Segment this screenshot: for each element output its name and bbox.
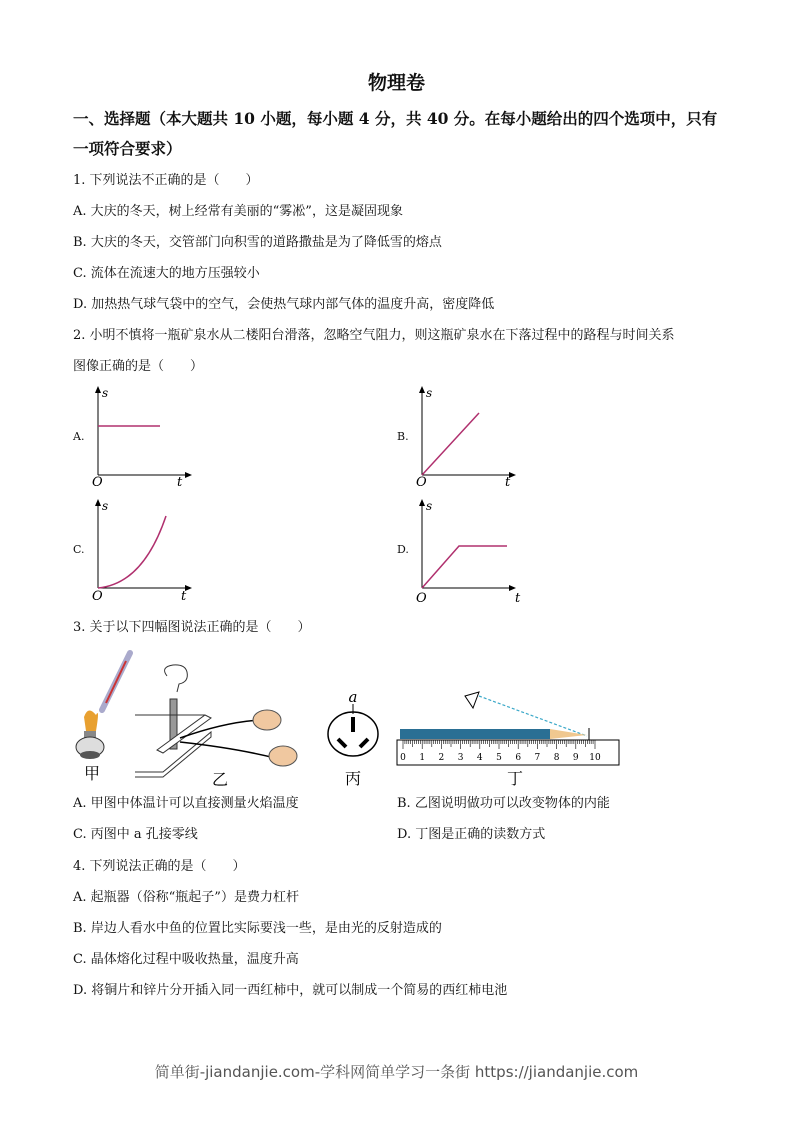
graph-d: [412, 496, 522, 604]
axis-s-label: s: [102, 499, 109, 513]
origin-label: O: [92, 475, 103, 488]
origin-label: O: [92, 589, 103, 604]
axis-s-label: s: [426, 499, 433, 513]
q3-option-a: A. 甲图中体温计可以直接测量火焰温度: [73, 796, 299, 811]
q3-option-c: C. 丙图中 a 孔接零线: [73, 827, 198, 842]
graph-c-label: C.: [73, 543, 85, 556]
q3-figure-ding-ruler: [395, 684, 625, 788]
ruler-number: 9: [572, 753, 579, 763]
section-heading-line1: 一、选择题（本大题共 10 小题，每小题 4 分，共 40 分。在每小题给出的四个选项中，只有: [73, 109, 718, 128]
fig-label-2: 丙: [344, 769, 362, 788]
ruler-number: 2: [438, 753, 445, 763]
axis-t-label: t: [505, 475, 511, 488]
q3-figure-yi: [135, 662, 310, 787]
q4-option-d: D. 将铜片和锌片分开插入同一西红柿中，就可以制成一个简易的西红柿电池: [73, 983, 508, 998]
fig-label-1: 乙: [211, 770, 229, 787]
q3-option-d: D. 丁图是正确的读数方式: [397, 827, 546, 842]
q1-option-c: C. 流体在流速大的地方压强较小: [73, 266, 260, 281]
ruler-number: 7: [534, 753, 541, 763]
q4-option-c: C. 晶体熔化过程中吸收热量，温度升高: [73, 952, 299, 967]
ruler-number: 8: [553, 753, 560, 763]
q3-figure-jia: [66, 645, 136, 785]
q3-option-b: B. 乙图说明做功可以改变物体的内能: [397, 796, 610, 811]
q2-stem-line1: 2. 小明不慎将一瓶矿泉水从二楼阳台滑落，忽略空气阻力，则这瓶矿泉水在下落过程中的路程与时间关系: [73, 328, 675, 343]
q4-stem: 4. 下列说法正确的是（ ）: [73, 859, 246, 874]
q4-option-a: A. 起瓶器（俗称“瓶起子”）是费力杠杆: [73, 890, 299, 905]
axis-t-label: t: [181, 589, 187, 604]
ruler-number: 6: [515, 753, 522, 763]
q2-stem-line2: 图像正确的是（ ）: [73, 359, 204, 374]
origin-label: O: [416, 475, 427, 488]
s-t-curve: [98, 516, 166, 588]
graph-a-label: A.: [73, 430, 85, 443]
axis-t-label: t: [515, 591, 521, 604]
section-heading-line2: 一项符合要求）: [73, 139, 182, 158]
ruler-number: 1: [419, 753, 426, 763]
ruler-number: 3: [457, 753, 464, 763]
socket-hole-label: a: [348, 688, 358, 706]
fig-label-0: 甲: [83, 764, 101, 783]
fig-label-3: 丁: [506, 769, 524, 788]
graph-d-label: D.: [397, 543, 409, 556]
q1-stem: 1. 下列说法不正确的是（ ）: [73, 173, 259, 188]
ruler-number: 0: [400, 753, 406, 763]
ruler-number: 5: [496, 753, 502, 763]
q1-option-d: D. 加热热气球气袋中的空气，会使热气球内部气体的温度升高，密度降低: [73, 297, 495, 312]
footer-watermark[interactable]: 简单街-jiandanjie.com-学科网简单学习一条街 https://jiandanjie.com: [154, 1063, 639, 1081]
q3-figure-bing-socket: [320, 684, 390, 788]
ruler-number: 4: [476, 753, 483, 763]
graph-c: [88, 496, 198, 604]
graph-a: [88, 383, 198, 488]
graph-b-label: B.: [397, 430, 409, 443]
s-t-curve: [422, 546, 507, 588]
ruler-number: 10: [589, 753, 601, 763]
graph-b: [412, 383, 522, 488]
axis-s-label: s: [102, 386, 109, 400]
q1-option-b: B. 大庆的冬天，交管部门向积雪的道路撒盐是为了降低雪的熔点: [73, 235, 442, 250]
axis-t-label: t: [177, 475, 183, 488]
q4-option-b: B. 岸边人看水中鱼的位置比实际要浅一些，是由光的反射造成的: [73, 921, 442, 936]
page-title: 物理卷: [367, 72, 425, 94]
axis-s-label: s: [426, 386, 433, 400]
origin-label: O: [416, 591, 427, 604]
s-t-curve: [422, 413, 479, 475]
q3-stem: 3. 关于以下四幅图说法正确的是（ ）: [73, 620, 311, 635]
q1-option-a: A. 大庆的冬天，树上经常有美丽的“雾凇”，这是凝固现象: [73, 204, 403, 219]
